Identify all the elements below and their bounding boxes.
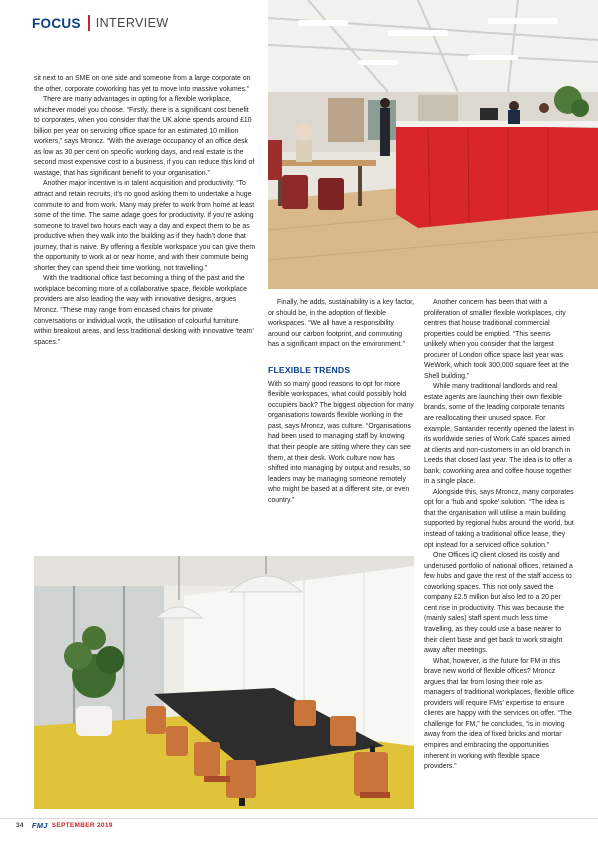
page-footer: [16, 821, 113, 830]
paragraph: There are many advantages in opting for a flexible workplace, whichever model you choose. “Firstly, there is a significant cost benefit to corporates, when you consider that the UK alone spends around £10 billion per year on servicing office space for an estimated 10 million workers,” says Mroncz. “With the average occupancy of an office desk as low as 30 per cent on specific working days, and real estate is the second most expensive cost to a business, if you can reduce this kind of wastage, that has significant benefit to your organisation.”: [34, 96, 255, 177]
page-number: 34: [16, 822, 24, 829]
paragraph: sit next to an SME on one side and someone from a large corporate on the other, corporate coworking has yet to move into massive volumes.”: [34, 75, 251, 93]
article-column-2: [268, 298, 414, 506]
article-column-1: [34, 74, 256, 348]
paragraph: With so many good reasons to opt for more flexible workspaces, what could possibly hold occupiers back? The biggest objection for many organisations towards flexible working in the past, says Mroncz, was culture. “Organisations had been used to managing staff by knowing that their people are sitting where they can see them, at their desk. Work culture now has shifted into managing by output and results, so leaders may be managing someone remotely who might be based at a different site, or even country.”: [268, 380, 414, 504]
magazine-logo: FMJ: [31, 821, 48, 830]
paragraph: What, however, is the future for FM in this brave new world of flexible offices? Mroncz argues that far from losing their role as managers of traditional workplaces, flexible office providers will require FMs’ expertise to ensure clients are happy with the services on offer. “The challenge for FM,” he concludes, “is in moving away from the idea of fixed bricks and mortar empires and embracing the opportunities inherent in working with flexible space providers.”: [424, 657, 575, 771]
paragraph: Finally, he adds, sustainability is a key factor, or should be, in the adoption of flexible workspaces. “We all have a responsibility around our carbon footprint, and commuting has a significant impact on the environment.”: [268, 299, 414, 349]
article-column-3: [424, 298, 574, 773]
paragraph: With the traditional office fast becoming a thing of the past and the workplace becoming more of a collaborative space, flexible workplace providers are also leading the way with innovative designs, argues Mroncz. “These may range from encased chairs for private conversations or individual work, the utilisation of colourful furniture within breakout areas, and less traditional desking with innovative ‘team’ spaces.”: [34, 275, 254, 346]
paragraph: While many traditional landlords and real estate agents are launching their own flexible brands, some of the leading corporate tenants are reallocating their unused space. For example, Santander recently opened the latest in its worldwide series of Work Café spaces aimed at clients and non-customers in an old branch in Leeds that closed last year. The idea is to offer a bank, coworking area and coffee house together in a single place.: [424, 383, 574, 486]
paragraph: Alongside this, says Mroncz, many corporates opt for a ‘hub and spoke’ solution. “The idea is that the organisation will utilise a main building supported by regional hubs around the world, but instead of taking a traditional office lease, they opt instead for a serviced office solution.”: [424, 488, 574, 549]
office-reception-photo: [268, 0, 598, 289]
paragraph: Another concern has been that with a proliferation of smaller flexible workplaces, city centres that house traditional commercial properties could be emptied. “This seems unlikely when you consider that the largest procurer of London office space last year was WeWork, which took 300,000 square feet at the Shell building.”: [424, 299, 569, 380]
header-divider: [88, 15, 90, 31]
issue-date: SEPTEMBER 2019: [51, 822, 113, 829]
section-header: [32, 12, 169, 34]
footer-rule: [0, 818, 598, 819]
paragraph: Another major incentive is in talent acquisition and productivity. “To attract and retain recruits, it’s no good asking them to undertake a huge commute to and from work. Many may prefer to work from home at least some of the time. The same adage goes for productivity. If you’re asking someone to travel two hours each way a day and expect them to be as productive when they walk into the building as if they hadn’t done that journey, that is naive. By offering a flexible workspace you can give them the opportunity to work at or near home, and with their commute being shorter they can spend their time working, not travelling.”: [34, 180, 256, 272]
paragraph: One Offices iQ client closed its costly and underused portfolio of national offices, retained a few hubs and gave the rest of the staff access to coworking spaces. This not only saved the company £2.5 million but also led to a 20 per cent rise in productivity. This was because the (mainly sales) staff spent much less time travelling, as they could use a base nearer to their client base and get back to work straight away after meetings.: [424, 552, 573, 655]
subheading: FLEXIBLE TRENDS: [268, 364, 351, 375]
meeting-room-photo: [34, 556, 414, 809]
section-label: FOCUS: [32, 15, 81, 31]
subsection-label: INTERVIEW: [95, 16, 169, 30]
